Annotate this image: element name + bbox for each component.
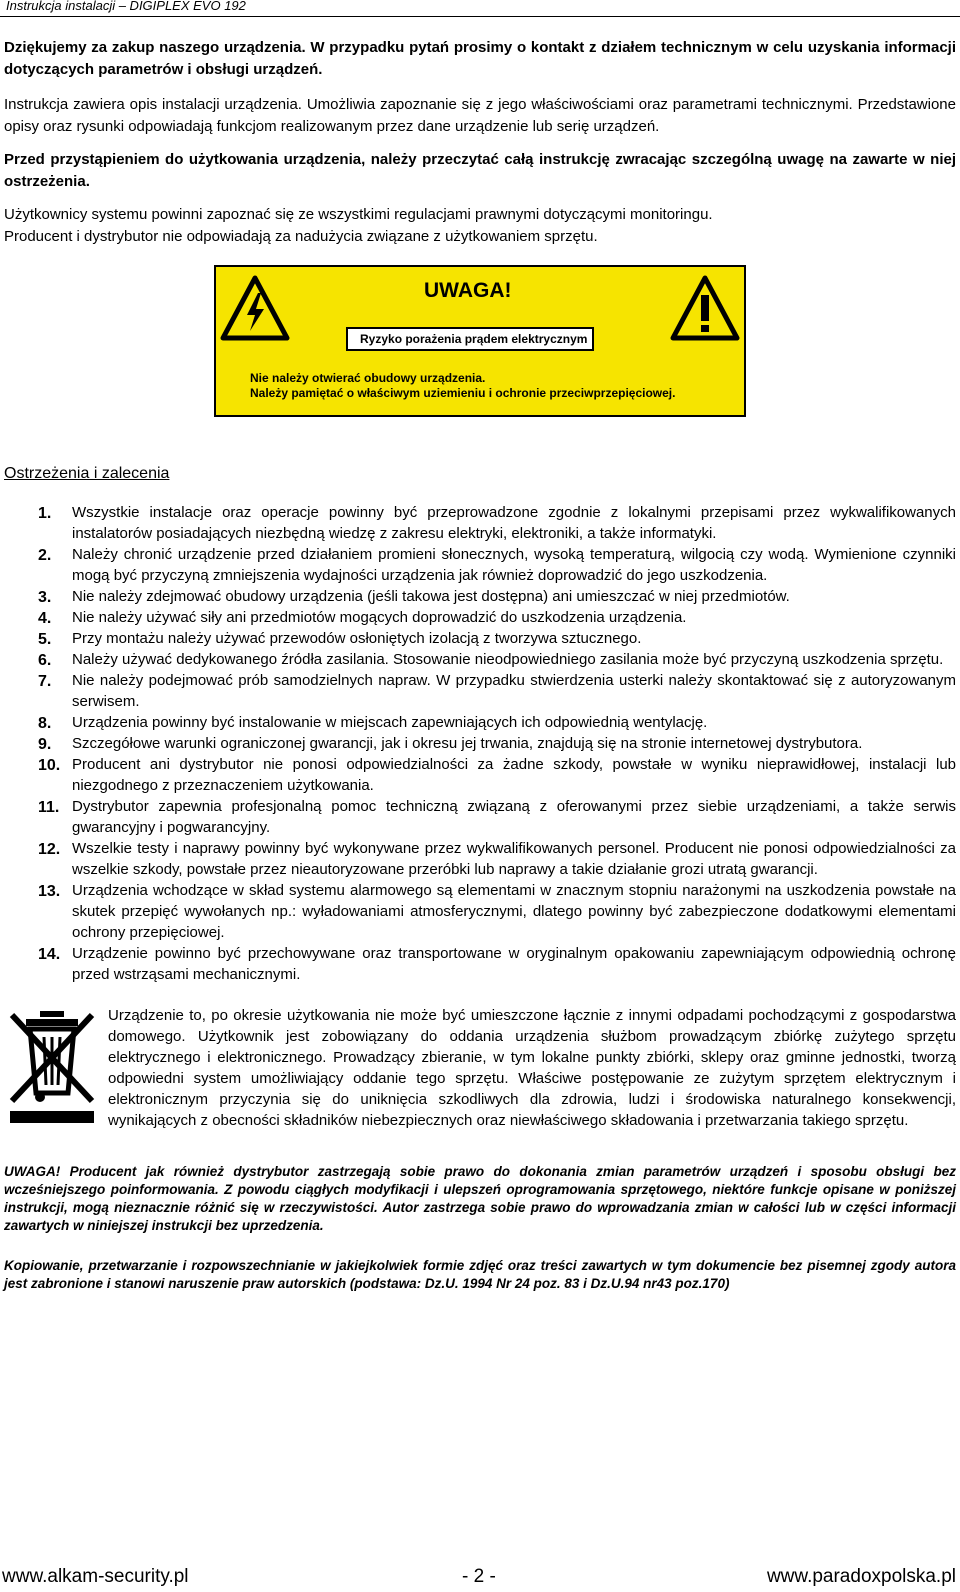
page-footer (0, 1566, 960, 1592)
list-item (4, 754, 956, 796)
list-item (4, 943, 956, 985)
copyright-text: Kopiowanie, przetwarzanie i rozpowszechnianie w jakiejkolwiek formie zdjęć oraz treści zawartych w tym dokumencie bez pisemnej zgody autora jest zabronione i stanowi naruszenie praw autorskich (podstawa: Dz.U. 1994 Nr 24 poz. 83 i Dz.U.94 nr43 poz.170) (4, 1258, 956, 1291)
item-text: Wszystkie instalacje oraz operacje powinny być przeprowadzone zgodnie z lokalnymi przepisami przez wykwalifikowanych instalatorów posiadających niezbędną wiedzę z zakresu elektryki, elektroniki, a także informatyki. (72, 504, 956, 542)
item-number: 5. (38, 631, 52, 648)
weee-section (4, 1005, 956, 1131)
exclamation-hazard-icon (670, 275, 740, 341)
item-number: 13. (38, 883, 61, 900)
notice-text: UWAGA! Producent jak również dystrybutor zastrzegają sobie prawo do dokonania zmian parametrów urządzeń i sposobu obsługi bez wcześniejszego poinformowania. Z powodu ciągłych modyfikacji i ulepszeń oprogramowania sprzętowego, niektóre funkcje opisane w poniższej instrukcji, mogą nieznacznie różnić się w rzeczywistości. Autor zastrzega sobie prawo do wprowadzania zmian w całości lub w części informacji zawartych w niniejszej instrukcji bez uprzedzenia. (4, 1164, 956, 1233)
item-text: Przy montażu należy używać przewodów osłoniętych izolacją z tworzywa sztucznego. (72, 630, 642, 647)
footer-right-url: www.paradoxpolska.pl (766, 1566, 956, 1587)
warning-sign (214, 265, 746, 417)
electric-hazard-icon (220, 275, 290, 341)
list-item (4, 607, 956, 628)
warning-note (250, 371, 730, 401)
list-item (4, 880, 956, 943)
item-text: Nie należy podejmować prób samodzielnych napraw. W przypadku stwierdzenia usterki należy skontaktować się z autoryzowanym serwisem. (72, 672, 956, 710)
warning-sign-wrap (4, 265, 956, 420)
header-title: Instrukcja instalacji – DIGIPLEX EVO 192 (6, 0, 246, 13)
item-text: Producent ani dystrybutor nie ponosi odpowiedzialności za żadne szkody, powstałe w wyniku nieprawidłowej, instalacji lub niezgodnego z przeznaczeniem użytkowania. (72, 756, 956, 794)
document-body (4, 37, 956, 1293)
list-item (4, 838, 956, 880)
list-item (4, 712, 956, 733)
warning-line-1: Nie należy otwierać obudowy urządzenia. (250, 371, 486, 385)
item-number: 12. (38, 841, 61, 858)
warning-risk-box: Ryzyko porażenia prądem elektrycznym (346, 327, 594, 351)
list-item (4, 670, 956, 712)
item-number: 14. (38, 946, 61, 963)
item-number: 2. (38, 547, 52, 564)
item-number: 4. (38, 610, 52, 627)
intro-producer: Producent i dystrybutor nie odpowiadają za nadużycia związane z użytkowaniem sprzętu. (4, 227, 598, 245)
footer-left-url: www.alkam-security.pl (2, 1566, 189, 1587)
list-item (4, 502, 956, 544)
intro-description: Instrukcja zawiera opis instalacji urządzenia. Umożliwia zapoznanie się z jego właściwościami oraz parametrami technicznymi. Przedstawione opisy oraz rysunki odpowiadają funkcjom realizowanym przez dane urządzenie lub serię urządzeń. (4, 96, 956, 135)
item-text: Urządzenia powinny być instalowanie w miejscach zapewniających ich odpowiednią wentylację. (72, 714, 708, 731)
list-item (4, 796, 956, 838)
intro-thanks: Dziękujemy za zakup naszego urządzenia. W przypadku pytań prosimy o kontakt z działem technicznym w celu uzyskania informacji dotyczących parametrów i obsługi urządzeń. (4, 39, 956, 78)
item-number: 9. (38, 736, 52, 753)
item-number: 3. (38, 589, 52, 606)
crossed-bin-icon (4, 1007, 100, 1127)
warnings-list (4, 502, 956, 985)
item-number: 8. (38, 715, 52, 732)
item-number: 1. (38, 505, 52, 522)
weee-text: Urządzenie to, po okresie użytkowania nie może być umieszczone łącznie z innymi odpadami pochodzącymi z gospodarstwa domowego. Użytkownik jest zobowiązany do oddania urządzenia służbom prowadzącym zbiórkę zużytego sprzętu elektrycznego i elektronicznego. Prowadzący zbieranie, w tym lokalne punkty zbiórki, sklepy oraz gminne jednostki, tworzą odpowiedni system umożliwiający oddanie tego sprzętu. Właściwe postępowanie ze zużytym sprzętem elektrycznym i elektronicznym przyczynia się do uniknięcia szkodliwych dla zdrowia, ludzi i środowiska naturalnego konsekwencji, wynikających z obecności składników niebezpiecznych oraz niewłaściwego składowania i przetwarzania takiego sprzętu. (108, 1007, 956, 1129)
item-number: 6. (38, 652, 52, 669)
item-text: Dystrybutor zapewnia profesjonalną pomoc techniczną związaną z oferowanymi przez siebie urządzeniami, a także serwis gwarancyjny i pogwarancyjny. (72, 798, 956, 836)
item-number: 7. (38, 673, 52, 690)
item-text: Nie należy używać siły ani przedmiotów mogących doprowadzić do uszkodzenia urządzenia. (72, 609, 687, 626)
item-text: Szczegółowe warunki ograniczonej gwarancji, jak i okresu jej trwania, znajdują się na stronie internetowej dystrybutora. (72, 735, 863, 752)
item-text: Urządzenie powinno być przechowywane oraz transportowane w oryginalnym opakowaniu zapewniającym odpowiednią ochronę przed wstrząsami mechanicznymi. (72, 945, 956, 983)
item-number: 11. (38, 799, 60, 816)
section-title: Ostrzeżenia i zalecenia (4, 465, 170, 482)
warning-title: UWAGA! (424, 279, 512, 302)
footer-page-number: - 2 - (462, 1566, 496, 1587)
list-item (4, 586, 956, 607)
item-text: Nie należy zdejmować obudowy urządzenia (jeśli takowa jest dostępna) ani umieszczać w niej przedmiotów. (72, 588, 790, 605)
item-text: Należy używać dedykowanego źródła zasilania. Stosowanie nieodpowiedniego zasilania może być przyczyną uszkodzenia sprzętu. (72, 651, 944, 668)
warning-line-2: Należy pamiętać o właściwym uziemieniu i ochronie przeciwprzepięciowej. (250, 386, 676, 400)
intro-users: Użytkownicy systemu powinni zapoznać się ze wszystkimi regulacjami prawnymi dotyczącymi monitoringu. (4, 206, 713, 223)
item-number: 10. (38, 757, 61, 774)
list-item (4, 544, 956, 586)
list-item (4, 649, 956, 670)
page-header (0, 0, 960, 17)
list-item (4, 733, 956, 754)
intro-before-use: Przed przystąpieniem do użytkowania urządzenia, należy przeczytać całą instrukcję zwracając szczególną uwagę na zawarte w niej ostrzeżenia. (4, 151, 956, 190)
list-item (4, 628, 956, 649)
item-text: Wszelkie testy i naprawy powinny być wykonywane przez wykwalifikowanych personel. Producent nie ponosi odpowiedzialności za wszelkie szkody, powstałe przez nieautoryzowane przeróbki lub naprawy a takie działanie grozi utratą gwarancji. (72, 840, 956, 878)
item-text: Należy chronić urządzenie przed działaniem promieni słonecznych, wysoką temperaturą, wilgocią czy wodą. Wymienione czynniki mogą być przyczyną zmniejszenia wydajności urządzenia jak również doprowadzić do jego uszkodzenia. (72, 546, 956, 584)
item-text: Urządzenia wchodzące w skład systemu alarmowego są elementami w znacznym stopniu narażonymi na uszkodzenia powstałe na skutek przepięć wywołanych np.: wyładowaniami atmosferycznymi, dlatego powinny być zabezpieczone dodatkowymi elementami ochrony przepięciowej. (72, 882, 956, 941)
